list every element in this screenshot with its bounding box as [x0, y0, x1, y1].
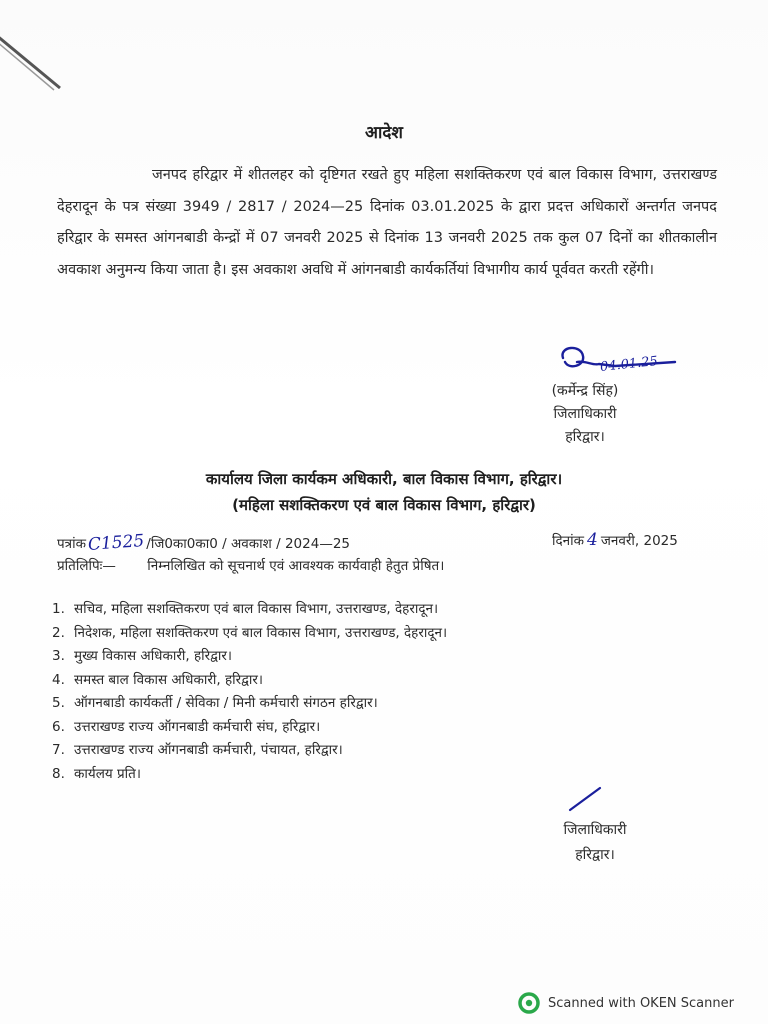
order-paragraph: जनपद हरिद्वार में शीतलहर को दृष्टिगत रखते हुए महिला सशक्तिकरण एवं बाल विकास विभाग, उत्तराखण्ड देहरादून के पत्र संख्या 3949 / 2817 / 2024—25 दिनांक 03.01.2025 के द्वारा प्रदत्त अधिकारों अन्तर्गत जनपद हरिद्वार के समस्त आंगनबाडी केन्द्रों में 07 जनवरी 2025 से दिनांक 13 जनवरी 2025 तक कुल 07 दिनों का शीतकालीन अवकाश अनुमन्य किया जाता है। इस अवकाश अवधि में आंगनबाडी कार्यकर्तियां विभागीय कार्य पूर्ववत करती रहेंगी।: [57, 167, 717, 278]
signature-date: 04.01.25: [599, 354, 659, 375]
list-item: 1. सचिव, महिला सशक्तिकरण एवं बाल विकास विभाग, उत्तराखण्ड, देहरादून।: [52, 601, 439, 617]
list-item: 7. उत्तराखण्ड राज्य ऑगनबाडी कर्मचारी, पंचायत, हरिद्वार।: [52, 742, 343, 758]
scanner-watermark: [518, 992, 734, 1014]
signatory-name: (कर्मेन्द्र सिंह): [551, 383, 619, 399]
reference-code: /जि0का0का0 / अवकाश / 2024—25: [146, 536, 351, 552]
list-item: 3. मुख्य विकास अधिकारी, हरिद्वार।: [52, 648, 233, 664]
document-title: आदेश: [365, 123, 403, 143]
signature-stroke-icon: [566, 784, 606, 814]
reference-label: पत्रांक: [57, 536, 86, 552]
list-item: 6. उत्तराखण्ड राज्य ऑगनबाडी कर्मचारी संघ, हरिद्वार।: [52, 718, 321, 735]
scanner-text: Scanned with OKEN Scanner: [548, 995, 734, 1011]
signature-block: [520, 380, 650, 449]
signatory-designation: जिलाधिकारी: [553, 406, 617, 422]
list-item: 4. समस्त बाल विकास अधिकारी, हरिद्वार।: [52, 671, 264, 688]
recipient-list: [52, 598, 447, 786]
office-line-1: कार्यालय जिला कार्यकम अधिकारी, बाल विकास विभाग, हरिद्वार।: [205, 470, 563, 488]
office-line-2: (महिला सशक्तिकरण एवं बाल विकास विभाग, हरिद्वार): [232, 496, 536, 514]
reference-number: [57, 533, 350, 553]
office-heading: [0, 466, 768, 518]
scanner-logo-icon: [518, 992, 540, 1014]
handwritten-day: 4: [587, 530, 598, 550]
copy-to-line: [57, 556, 444, 574]
copy-label: प्रतिलिपिः—: [57, 558, 116, 574]
list-item: 8. कार्यलय प्रति।: [52, 765, 141, 782]
date-rest: जनवरी, 2025: [600, 533, 678, 549]
signatory-designation-2: जिलाधिकारी: [563, 822, 627, 838]
signatory-place-2: हरिद्वार।: [575, 847, 615, 863]
signature-block-2: [540, 818, 650, 868]
reference-date: [552, 530, 678, 550]
date-label: दिनांक: [552, 533, 585, 549]
handwritten-reference-number: C1525: [87, 531, 145, 555]
list-item: 2. निदेशक, महिला सशक्तिकरण एवं बाल विकास विभाग, उत्तराखण्ड, देहरादून।: [52, 624, 448, 641]
signatory-place: हरिद्वार।: [565, 429, 605, 445]
copy-text: निम्नलिखित को सूचनार्थ एवं आवश्यक कार्यवाही हेतुत प्रेषित।: [147, 558, 445, 574]
list-item: 5. ऑगनबाडी कार्यकर्ती / सेविका / मिनी कर्मचारी संगठन हरिद्वार।: [52, 695, 378, 711]
pen-icon: [0, 22, 100, 92]
